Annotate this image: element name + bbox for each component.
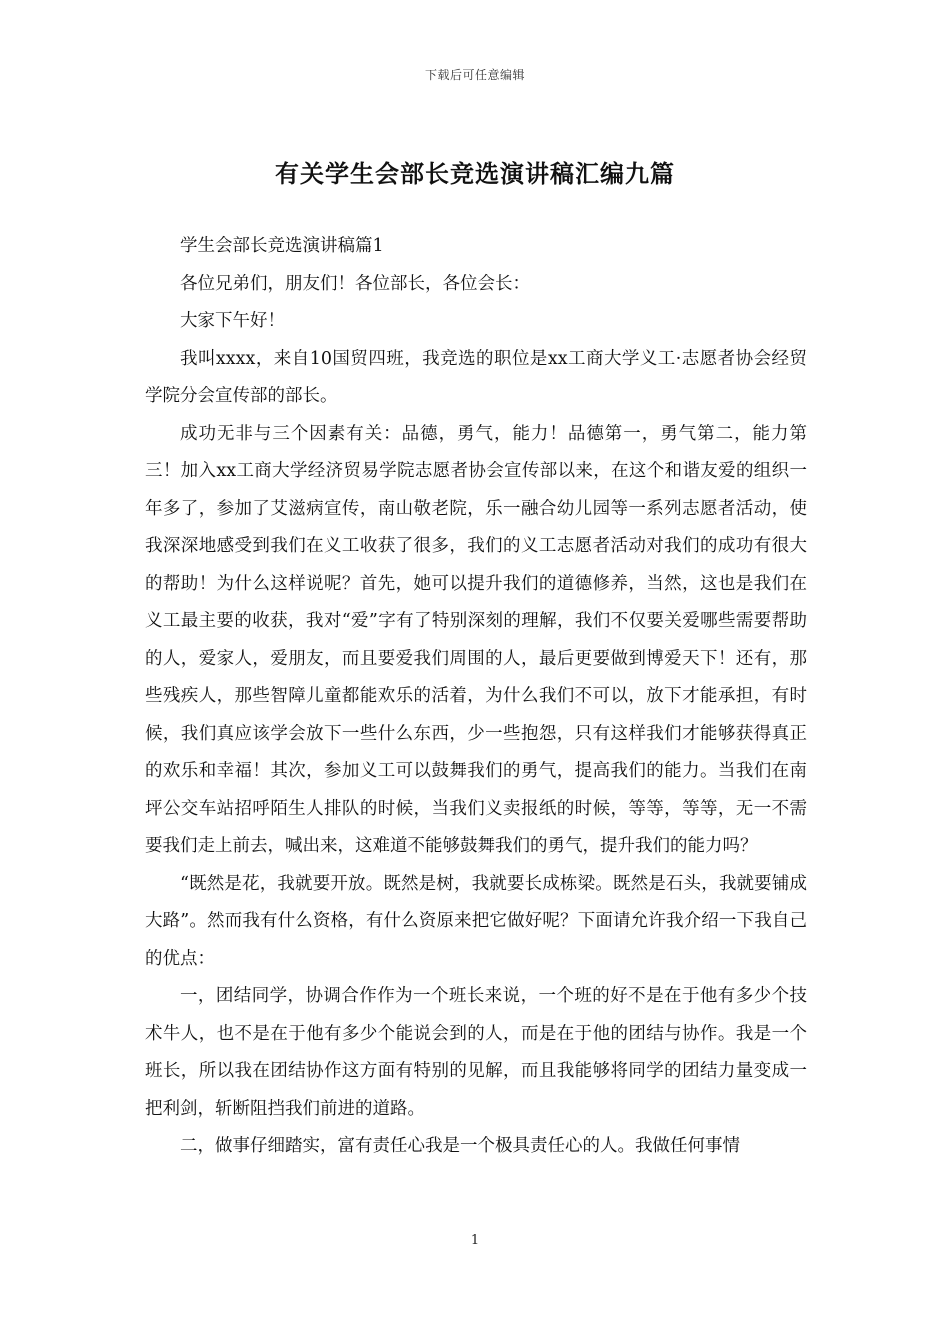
salutation-paragraph: 各位兄弟们，朋友们！各位部长，各位会长：	[180, 273, 530, 294]
document-body	[145, 228, 807, 1166]
body-paragraph: 一，团结同学，协调合作作为一个班长来说，一个班的好不是在于他有多少个技术牛人，也不是在于他有多少个能说会到的人，而是在于他的团结与协作。我是一个班长，所以我在团结协作这方面有特别的见解，而且我能够将同学的团结力量变成一把利剑，斩断阻挡我们前进的道路。	[145, 986, 807, 1119]
body-paragraph: “既然是花，我就要开放。既然是树，我就要长成栋梁。既然是石头，我就要铺成大路”。然而我有什么资格，有什么资原来把它做好呢？下面请允许我介绍一下我自己的优点：	[145, 873, 807, 969]
page-number: 1	[470, 1233, 480, 1248]
body-paragraph: 成功无非与三个因素有关：品德，勇气，能力！品德第一，勇气第二，能力第三！加入xx工商大学经济贸易学院志愿者协会宣传部以来，在这个和谐友爱的组织一年多了，参加了艾滋病宣传，南山敬老院，乐一融合幼儿园等一系列志愿者活动，使我深深地感受到我们在义工收获了很多，我们的义工志愿者活动对我们的成功有很大的帮助！为什么这样说呢？首先，她可以提升我们的道德修养，当然，这也是我们在义工最主要的收获，我对“爱”字有了特别深刻的理解，我们不仅要关爱哪些需要帮助的人，爱家人，爱朋友，而且要爱我们周围的人，最后更要做到博爱天下！还有，那些残疾人，那些智障儿童都能欢乐的活着，为什么我们不可以，放下才能承担，有时候，我们真应该学会放下一些什么东西，少一些抱怨，只有这样我们才能够获得真正的欢乐和幸福！其次，参加义工可以鼓舞我们的勇气，提高我们的能力。当我们在南坪公交车站招呼陌生人排队的时候，当我们义卖报纸的时候，等等，等等，无一不需要我们走上前去，喊出来，这难道不能够鼓舞我们的勇气，提升我们的能力吗？	[145, 423, 807, 856]
body-paragraph: 二，做事仔细踏实，富有责任心我是一个极具责任心的人。我做任何事情	[180, 1136, 740, 1156]
header-note: 下载后可任意编辑	[424, 68, 525, 82]
section-heading: 学生会部长竞选演讲稿篇1	[180, 236, 384, 256]
document-title: 有关学生会部长竞选演讲稿汇编九篇	[275, 159, 675, 188]
intro-paragraph: 我叫xxxx，来自10国贸四班，我竞选的职位是xx工商大学义工·志愿者协会经贸学院分会宣传部的部长。	[145, 348, 807, 406]
greeting-paragraph: 大家下午好！	[180, 311, 285, 331]
